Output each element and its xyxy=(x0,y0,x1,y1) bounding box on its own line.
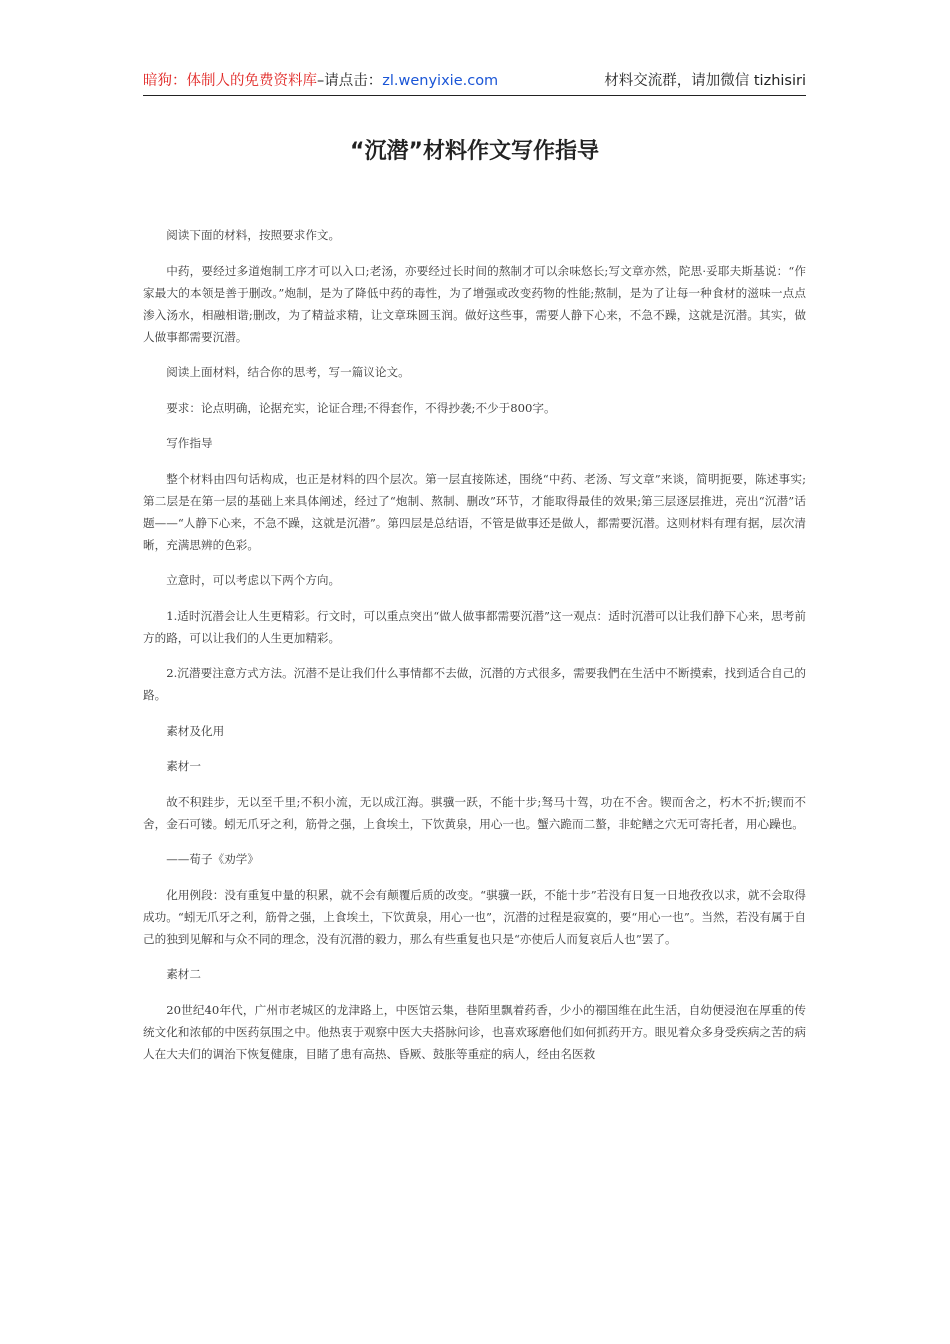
section-heading: 素材二 xyxy=(166,967,201,981)
paragraph: 化用例段：没有重复中量的积累，就不会有颠覆后质的改变。“骐骥一跃，不能十步”若没有日复一日地孜孜以求，就不会取得成功。“蚓无爪牙之利，筋骨之强，上食埃土，下饮黄泉，用心一也”，沉潜的过程是寂寞的，要“用心一也”。当然，若没有属于自己的独到见解和与众不同的理念，没有沉潜的毅力，那么有些重复也只是“亦使后人而复哀后人也”罢了。 xyxy=(143,887,806,946)
paragraph: 20世纪40年代，广州市老城区的龙津路上，中医馆云集，巷陌里飘着药香，少小的禤国维在此生活，自幼便浸泡在厚重的传统文化和浓郁的中医药氛围之中。他热衷于观察中医大夫搭脉问诊，也喜欢琢磨他们如何抓药开方。眼见着众多身受疾病之苦的病人在大夫们的调治下恢复健康，目睹了患有高热、昏厥、鼓胀等重症的病人，经由名医救 xyxy=(143,1002,806,1061)
section-heading: 素材及化用 xyxy=(166,723,225,738)
paragraph: 整个材料由四句话构成，也正是材料的四个层次。第一层直接陈述，围绕“中药、老汤、写文章”来谈，简明扼要，陈述事实;第二层是在第一层的基础上来具体阐述，经过了“炮制、熬制、删改”环节，才能取得最佳的效果;第三层逐层推进，亮出“沉潜”话题——“人静下心来，不急不躁，这就是沉潜”。第四层是总结语，不管是做事还是做人，都需要沉潜。这则材料有理有据，层次清晰，充满思辨的色彩。 xyxy=(143,471,806,552)
paragraph: 立意时，可以考虑以下两个方向。 xyxy=(166,573,341,587)
paragraph: 中药，要经过多道炮制工序才可以入口;老汤，亦要经过长时间的熬制才可以余味悠长;写文章亦然，陀思·妥耶夫斯基说：“作家最大的本领是善于删改。”炮制，是为了降低中药的毒性，为了增强或改变药物的性能;熬制，是为了让每一种食材的滋味一点点渗入汤水，相融相谐;删改，为了精益求精，让文章珠圆玉润。做好这些事，需要人静下心来，不急不躁，这就是沉潜。其实，做人做事都需要沉潜。 xyxy=(143,263,806,344)
document-body xyxy=(143,224,806,1078)
paragraph: 阅读上面材料，结合你的思考，写一篇议论文。 xyxy=(166,365,410,379)
paragraph: 2.沉潜要注意方式方法。沉潜不是让我们什么事情都不去做，沉潜的方式很多，需要我們在生活中不断摸索，找到适合自己的路。 xyxy=(143,666,806,702)
header-group-text: 材料交流群，请加微信 tizhisiri xyxy=(604,73,806,89)
header-brand: 暗狗：体制人的免费资料库 xyxy=(143,73,317,89)
page-header xyxy=(143,69,806,96)
header-url-link[interactable]: zl.wenyixie.com xyxy=(382,73,499,89)
header-left xyxy=(143,69,498,90)
paragraph: 1.适时沉潜会让人生更精彩。行文时，可以重点突出“做人做事都需要沉潜”这一观点：适时沉潜可以让我们静下心来，思考前方的路，可以让我们的人生更加精彩。 xyxy=(143,608,806,645)
section-heading: 素材一 xyxy=(166,759,201,773)
paragraph: 阅读下面的材料，按照要求作文。 xyxy=(166,228,341,242)
document-title: “沉潜”材料作文写作指导 xyxy=(350,139,599,164)
paragraph: 要求：论点明确，论据充实，论证合理;不得套作，不得抄袭;不少于800字。 xyxy=(166,400,556,415)
citation: ——荀子《劝学》 xyxy=(166,852,259,866)
header-click-label: –请点击： xyxy=(317,73,383,89)
paragraph: 故不积跬步，无以至千里;不积小流，无以成江海。骐骥一跃，不能十步;驽马十驾，功在不舍。锲而舍之，朽木不折;锲而不舍，金石可镂。蚓无爪牙之利，筋骨之强，上食埃土，下饮黄泉，用心一也。蟹六跪而二螯，非蛇鳝之穴无可寄托者，用心躁也。 xyxy=(143,794,806,831)
section-heading: 写作指导 xyxy=(166,436,213,450)
